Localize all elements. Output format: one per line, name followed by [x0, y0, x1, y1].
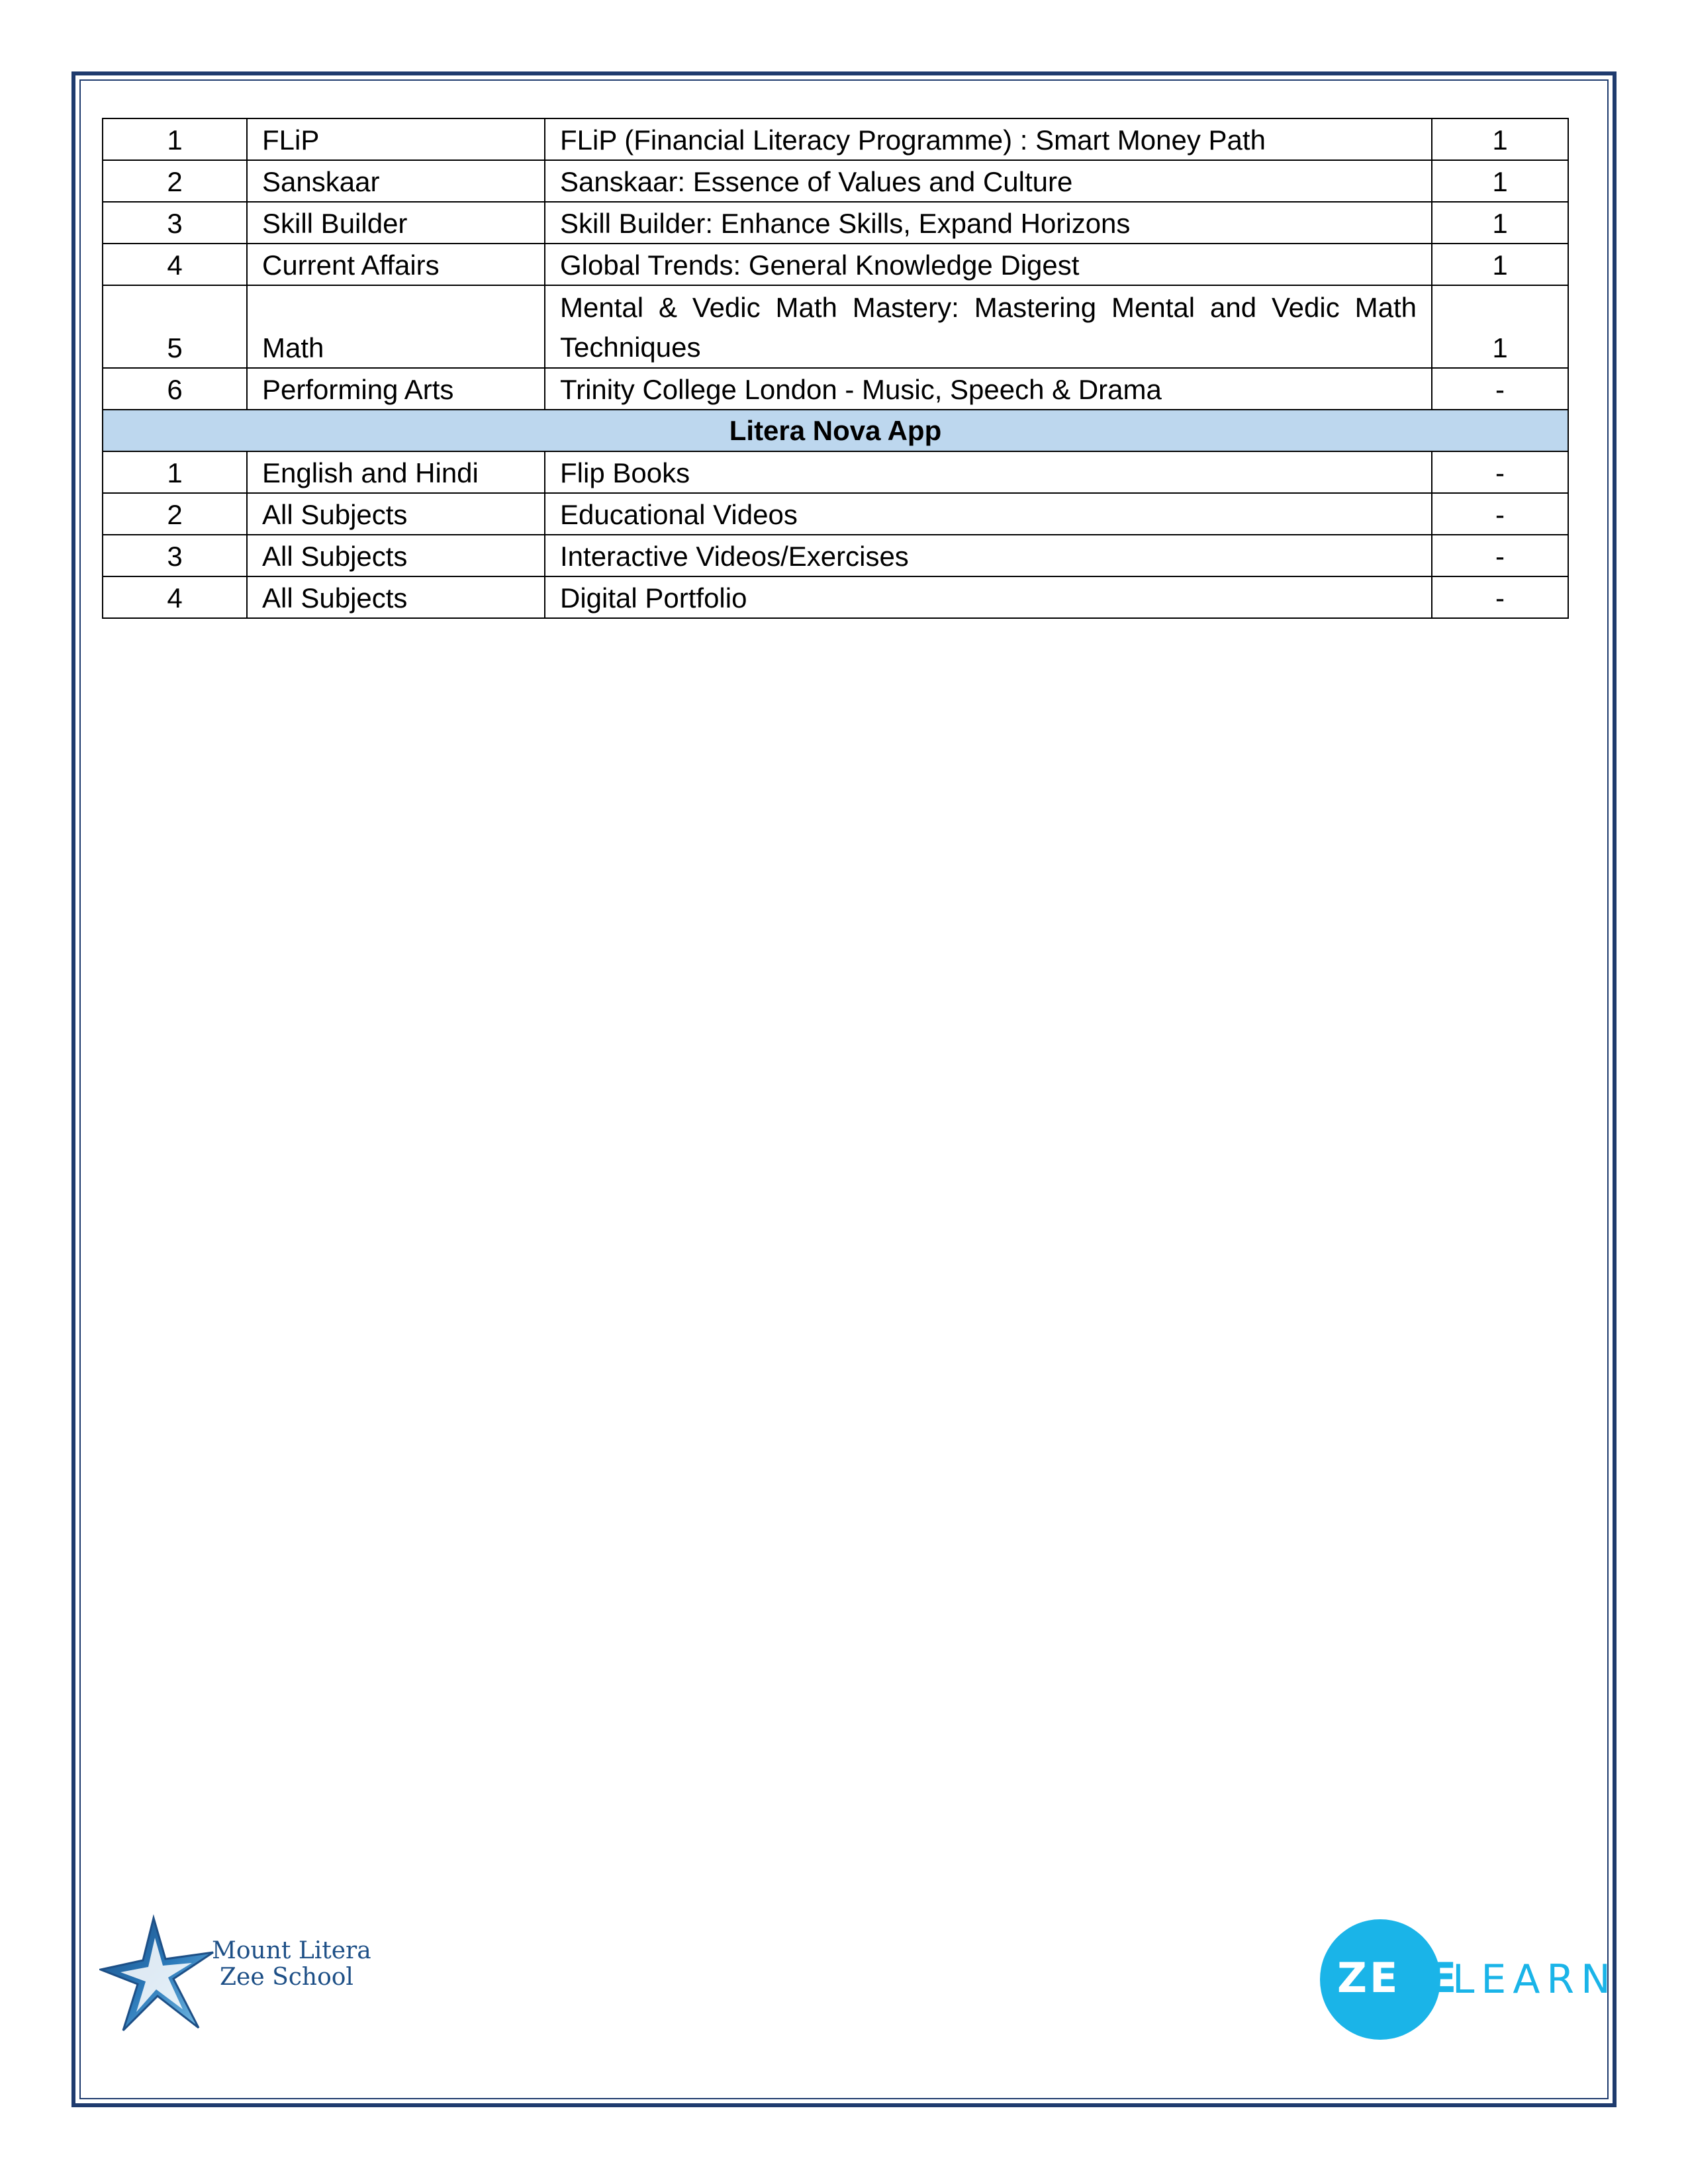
row-description: Skill Builder: Enhance Skills, Expand Horizons	[545, 202, 1432, 244]
row-number: 1	[103, 118, 247, 160]
table-row	[103, 285, 1568, 368]
row-quantity: -	[1432, 493, 1568, 535]
row-subject: All Subjects	[247, 535, 545, 576]
curriculum-table	[102, 118, 1569, 619]
zee-wordmark-last-letter: E	[1429, 1954, 1457, 2002]
table-row	[103, 202, 1568, 244]
mount-litera-wordmark	[212, 1938, 371, 1991]
row-quantity: 1	[1432, 202, 1568, 244]
table-row	[103, 160, 1568, 202]
row-quantity: -	[1432, 368, 1568, 410]
table-row	[103, 118, 1568, 160]
row-quantity: 1	[1432, 118, 1568, 160]
row-number: 3	[103, 202, 247, 244]
logo-line-2: Zee School	[220, 1964, 353, 1991]
row-subject: Math	[247, 285, 545, 368]
row-number: 4	[103, 576, 247, 618]
table-row	[103, 368, 1568, 410]
row-subject: Skill Builder	[247, 202, 545, 244]
table-row	[103, 535, 1568, 576]
row-quantity: 1	[1432, 160, 1568, 202]
table-row	[103, 244, 1568, 285]
section-header-row	[103, 410, 1568, 451]
row-subject: English and Hindi	[247, 451, 545, 493]
row-description: Global Trends: General Knowledge Digest	[545, 244, 1432, 285]
row-subject: FLiP	[247, 118, 545, 160]
learn-wordmark: LEARN	[1452, 1956, 1617, 2003]
row-quantity: -	[1432, 576, 1568, 618]
row-description: Educational Videos	[545, 493, 1432, 535]
row-subject: Current Affairs	[247, 244, 545, 285]
row-description: Mental & Vedic Math Mastery: Mastering Mental and Vedic Math Techniques	[545, 285, 1432, 368]
row-description: Flip Books	[545, 451, 1432, 493]
row-number: 2	[103, 493, 247, 535]
row-quantity: 1	[1432, 285, 1568, 368]
zee-wordmark: ZE	[1337, 1954, 1401, 2002]
row-quantity: 1	[1432, 244, 1568, 285]
row-number: 2	[103, 160, 247, 202]
row-description: Trinity College London - Music, Speech & Drama	[545, 368, 1432, 410]
table-row	[103, 451, 1568, 493]
row-description: Digital Portfolio	[545, 576, 1432, 618]
row-subject: Sanskaar	[247, 160, 545, 202]
row-subject: All Subjects	[247, 576, 545, 618]
row-number: 4	[103, 244, 247, 285]
mount-litera-logo	[99, 1911, 371, 2037]
row-number: 1	[103, 451, 247, 493]
row-quantity: -	[1432, 535, 1568, 576]
row-number: 3	[103, 535, 247, 576]
table-row	[103, 576, 1568, 618]
row-description: FLiP (Financial Literacy Programme) : Smart Money Path	[545, 118, 1432, 160]
row-description: Interactive Videos/Exercises	[545, 535, 1432, 576]
row-description: Sanskaar: Essence of Values and Culture	[545, 160, 1432, 202]
star-icon	[99, 1911, 218, 2037]
row-subject: Performing Arts	[247, 368, 545, 410]
row-number: 5	[103, 285, 247, 368]
zee-learn-logo	[1317, 1917, 1617, 2042]
row-subject: All Subjects	[247, 493, 545, 535]
section-title: Litera Nova App	[103, 410, 1568, 451]
row-number: 6	[103, 368, 247, 410]
row-quantity: -	[1432, 451, 1568, 493]
logo-line-1: Mount Litera	[212, 1937, 371, 1964]
table-row	[103, 493, 1568, 535]
